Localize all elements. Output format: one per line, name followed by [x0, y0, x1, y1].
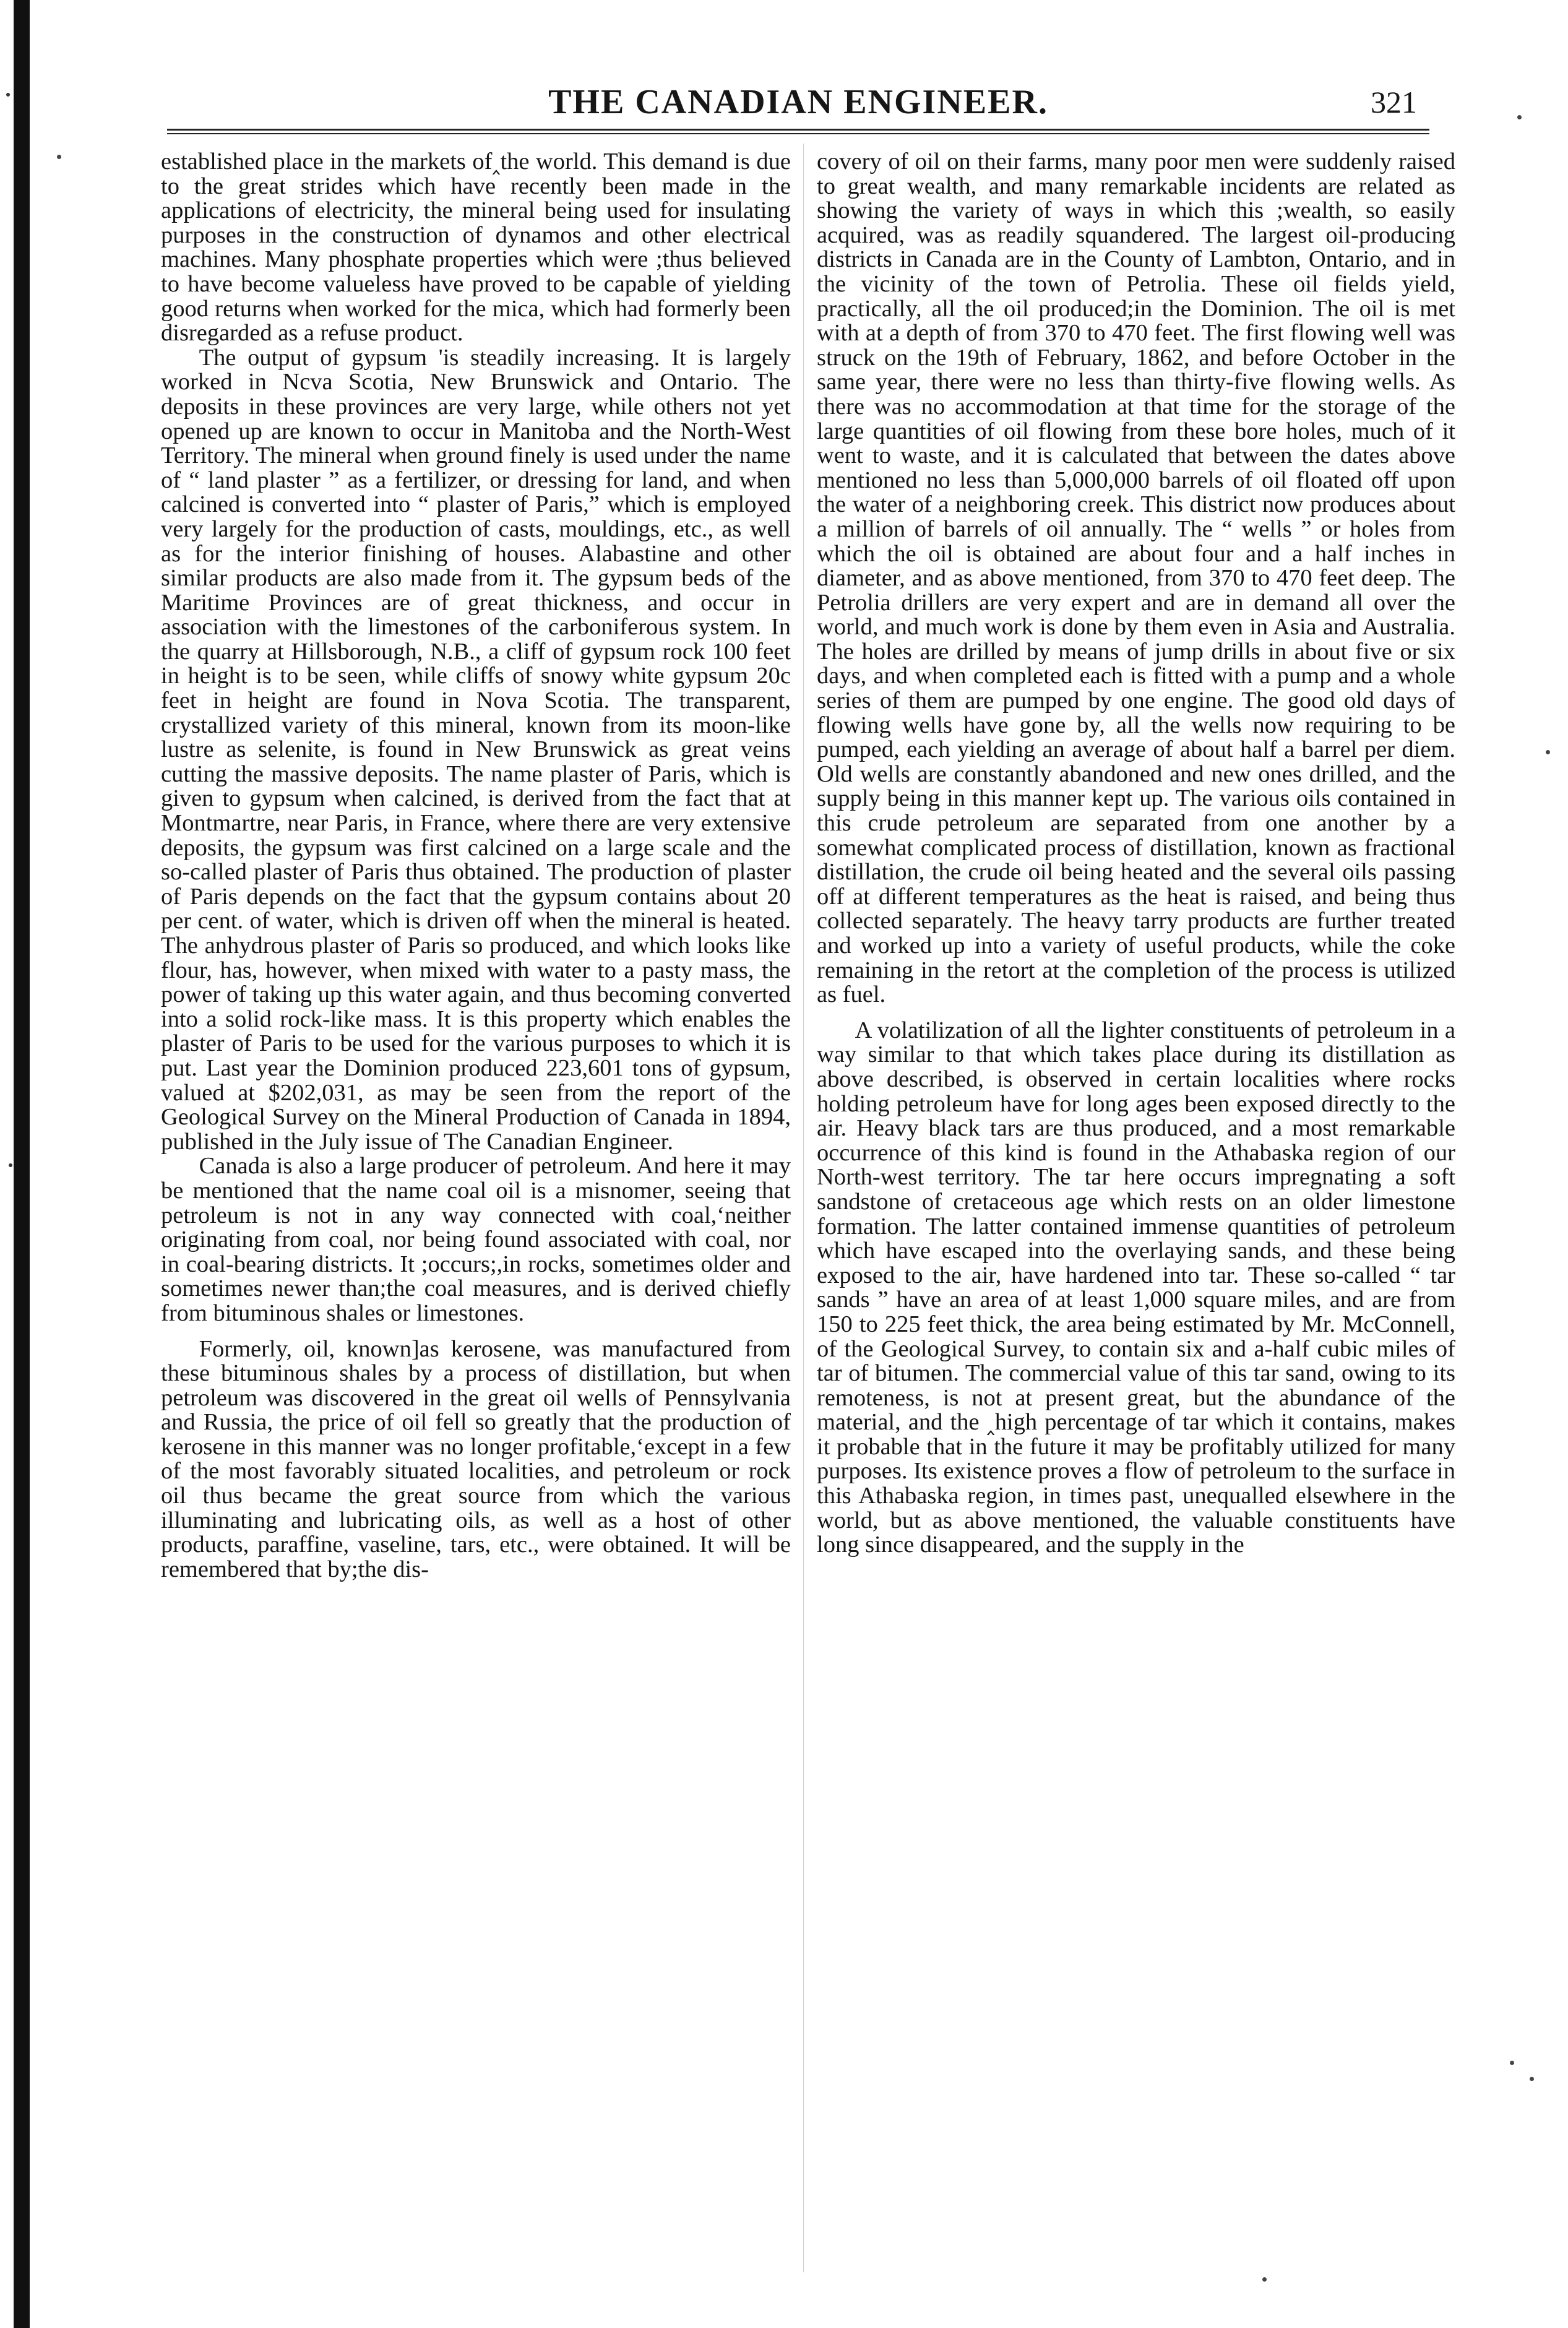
scan-speck — [6, 93, 10, 97]
column-divider — [803, 144, 804, 2272]
page-header — [167, 80, 1429, 130]
paragraph-kerosene: Formerly, oil, known]as kerosene, was manufactured from these bituminous shales by a process of distillation, but when petroleum was discovered in the great oil wells of Pennsylvania and Russia, the price of oil fell so greatly that the production of kerosene in this manner was no longer profitable,‘except in a few of the most favorably situated localities, and petroleum or rock oil thus became the great source from which the various illuminating and lubricating oils, as well as a host of other products, paraffine, vaseline, tars, etc., were obtained. It will be remembered that by;the dis- — [161, 1335, 791, 1582]
margin-speck — [1530, 2077, 1534, 2081]
margin-speck — [1262, 2277, 1267, 2282]
paragraph-mica-demand: established place in the markets of‸the world. This demand is due to the great strides which have recently been made in the applications of electricity, the mineral being used for insulating purposes in the construction of dynamos and other electrical machines. Many phosphate properties which were ;thus believed to have become valueless have proved to be capable of yielding good returns when worked for the mica, which had formerly been disregarded as a refuse product. — [161, 150, 791, 347]
right-column — [817, 150, 1455, 2303]
journal-title: THE CANADIAN ENGINEER. — [548, 83, 1048, 121]
scan-speck — [9, 1163, 12, 1167]
margin-speck — [1517, 115, 1522, 119]
page-number: 321 — [1371, 85, 1417, 119]
margin-speck — [1546, 750, 1550, 754]
paragraph-petroleum-intro: Canada is also a large producer of petroleum. And here it may be mentioned that the name coal oil is a misnomer, seeing that petroleum is not in any way connected with coal,‘neither originating from coal, nor being found associated with coal, nor in coal-bearing districts. It ;occurs;,in rocks, sometimes older and sometimes newer than;the coal measures, and is derived chiefly from bituminous shales or limestones. — [161, 1153, 791, 1326]
page-binding-edge — [14, 0, 30, 2328]
header-rule — [167, 129, 1429, 134]
paragraph-petrolia-oil: covery of oil on their farms, many poor men were suddenly raised to great wealth, and many remarkable incidents are related as showing the variety of ways in which this ;wealth, so easily acquired, was as readily squandered. The largest oil-producing districts in Canada are in the County of Lambton, Ontario, and in the vicinity of the town of Petrolia. These oil fields yield, practically, all the oil produced;in the Dominion. The oil is met with at a depth of from 370 to 470 feet. The first flowing well was struck on the 19th of February, 1862, and before October in the same year, there were no less than thirty-five flowing wells. As there was no accommodation at that time for the storage of the large quantities of oil flowing from these bore holes, much of it went to waste, and it is calculated that between the dates above mentioned no less than 5,000,000 barrels of oil floated off upon the water of a neighboring creek. This district now produces about a million of barrels of oil annually. The “ wells ” or holes from which the oil is obtained are about four and a half inches in diameter, and as above mentioned, from 370 to 470 feet deep. The Petrolia drillers are very expert and are in demand all over the world, and much work is done by them even in Asia and Australia. The holes are drilled by means of jump drills in about five or six days, and when completed each is fitted with a pump and a whole series of them are pumped by one engine. The good old days of flowing wells have gone by, all the wells now requiring to be pumped, each yielding an average of about half a barrel per diem. Old wells are constantly abandoned and new ones drilled, and the supply being in this manner kept up. The various oils contained in this crude petroleum are separated from one another by a somewhat complicated process of distillation, known as fractional distillation, the crude oil being heated and the several oils passing off at different temperatures as the heat is raised, and being thus collected separately. The heavy tarry products are further treated and worked up into a variety of useful products, while the coke remaining in the retort at the completion of the process is utilized as fuel. — [817, 150, 1455, 1008]
left-column — [161, 150, 791, 2303]
paragraph-gypsum: The output of gypsum 'is steadily increasing. It is largely worked in Ncva Scotia, New Brunswick and Ontario. The deposits in these provinces are very large, while others not yet opened up are known to occur in Manitoba and the North-West Territory. The mineral when ground finely is used under the name of “ land plaster ” as a fertilizer, or dressing for land, and when calcined is converted into “ plaster of Paris,” which is employed very largely for the production of casts, mouldings, etc., as well as for the interior finishing of houses. Alabastine and other similar products are also made from it. The gypsum beds of the Maritime Provinces are of great thickness, and occur in association with the limestones of the carboniferous system. In the quarry at Hillsborough, N.B., a cliff of gypsum rock 100 feet in height is to be seen, while cliffs of snowy white gypsum 20c feet in height are found in Nova Scotia. The transparent, crystallized variety of this mineral, known from its moon-like lustre as selenite, is found in New Brunswick as great veins cutting the massive deposits. The name plaster of Paris, which is given to gypsum when calcined, is derived from the fact that at Montmartre, near Paris, in France, where there are very extensive deposits, the gypsum was first calcined on a large scale and the so-called plaster of Paris thus obtained. The production of plaster of Paris depends on the fact that the gypsum contains about 20 per cent. of water, which is driven off when the mineral is heated. The anhydrous plaster of Paris so produced, and which looks like flour, has, however, when mixed with water to a pasty mass, the power of taking up this water again, and thus becoming converted into a solid rock-like mass. It is this property which enables the plaster of Paris to be used for the various purposes to which it is put. Last year the Dominion produced 223,601 tons of gypsum, valued at $202,031, as may be seen from the report of the Geological Survey on the Mineral Production of Canada in 1894, published in the July issue of The Canadian Engineer. — [161, 344, 791, 1155]
margin-speck — [57, 155, 61, 159]
paragraph-athabaska-tar: A volatilization of all the lighter constituents of petroleum in a way similar to that which takes place during its distillation as above described, is observed in certain localities where rocks holding petroleum have for long ages been exposed directly to the air. Heavy black tars are thus produced, and a most remarkable occurrence of this kind is found in the Athabaska region of our North-west territory. The tar here occurs impregnating a soft sandstone of cretaceous age which rests on an older limestone formation. The latter contained immense quantities of petroleum which have escaped into the overlaying sands, and these being exposed to the air, have hardened into tar. These so-called “ tar sands ” have an area of at least 1,000 square miles, and are from 150 to 225 feet thick, the area being estimated by Mr. McConnell, of the Geological Survey, to contain six and a-half cubic miles of tar of bitumen. The commercial value of this tar sand, owing to its remoteness, is not at present great, but the abundance of the material, and the ‸high percentage of tar which it contains, makes it probable that in the future it may be profitably utilized for many purposes. Its existence proves a flow of petroleum to the surface in this Athabaska region, in times past, unequalled elsewhere in the world, but as above mentioned, the valuable constituents have long since disappeared, and the supply in the — [817, 1017, 1455, 1558]
margin-speck — [1510, 2061, 1514, 2065]
